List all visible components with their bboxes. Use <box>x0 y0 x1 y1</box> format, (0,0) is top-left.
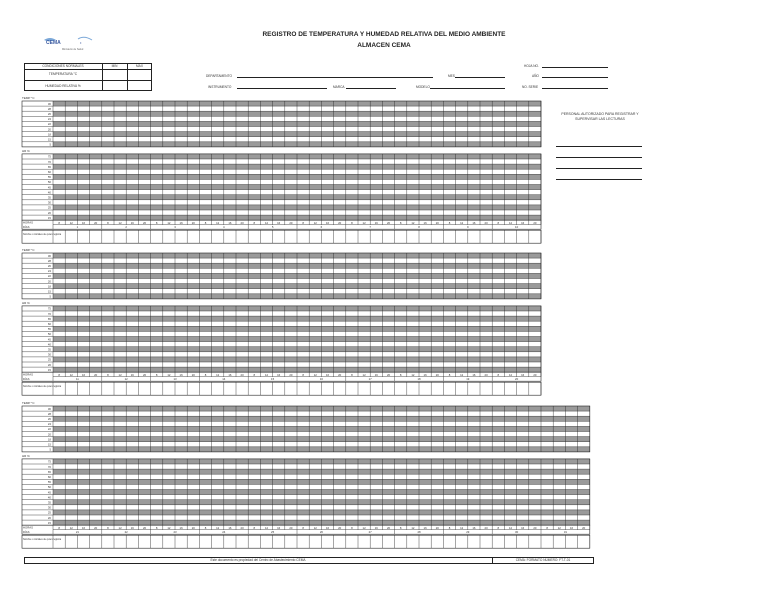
hum-label: HR % <box>22 453 30 458</box>
temp-row-label: 26 <box>47 417 51 421</box>
hour-label: 16 <box>472 525 476 530</box>
hum-row-label: 65 <box>47 164 51 169</box>
hour-label: 20 <box>435 525 439 530</box>
hour-label: 16 <box>179 372 183 377</box>
hour-label: 16 <box>81 525 86 530</box>
hour-label: 20 <box>582 525 586 530</box>
hour-label: 8 <box>546 525 548 530</box>
day-label: 30 <box>515 530 519 535</box>
hour-label: 20 <box>484 525 488 530</box>
hum-row-label: 55 <box>47 327 51 332</box>
day-label: 5 <box>271 225 274 230</box>
hour-label: 12 <box>264 525 269 530</box>
hum-row-label: 55 <box>47 480 51 485</box>
day-label: 8 <box>418 225 420 230</box>
min-header: MIN <box>111 64 118 68</box>
hour-label: 8 <box>204 220 207 225</box>
temp-label: TEMP °C <box>22 248 35 252</box>
hour-label: 8 <box>302 220 304 225</box>
hour-label: 16 <box>179 220 183 225</box>
instrumento-label: INSTRUMENTO <box>208 85 232 89</box>
hour-label: 8 <box>351 372 353 377</box>
hum-row-label: 45 <box>47 185 51 190</box>
hours-label: HORAS <box>23 372 33 377</box>
temp-row-label: 24 <box>47 422 51 427</box>
hours-label: HORAS <box>23 220 33 225</box>
day-label: 27 <box>368 530 372 535</box>
hour-label: 20 <box>289 525 293 530</box>
temp-label: TEMP °C <box>22 96 35 100</box>
hour-label: 12 <box>411 525 415 530</box>
hour-label: 20 <box>94 525 98 530</box>
hour-label: 20 <box>191 525 195 530</box>
day-label: 19 <box>466 377 470 382</box>
hum-row-label: 15 <box>47 367 51 372</box>
hour-label: 8 <box>107 525 109 530</box>
hour-label: 20 <box>289 220 293 225</box>
temp-row-label: 22 <box>47 427 51 432</box>
hum-row-label: 65 <box>47 469 51 474</box>
hour-label: 20 <box>240 220 244 225</box>
day-label: 28 <box>417 530 421 535</box>
hour-label: 20 <box>338 525 342 530</box>
hour-label: 16 <box>374 220 378 225</box>
hour-label: 8 <box>58 372 60 377</box>
day-label: 22 <box>124 530 128 535</box>
temp-row-label: 5 <box>49 142 51 147</box>
logo-text: CEMA <box>46 40 61 46</box>
temp-row-label: 15 <box>47 137 51 142</box>
hour-label: 12 <box>264 220 269 225</box>
hour-label: 12 <box>167 220 171 225</box>
hour-label: 8 <box>253 372 256 377</box>
hum-row-label: 35 <box>47 500 51 505</box>
hour-label: 12 <box>508 372 513 377</box>
hour-label: 16 <box>472 372 476 377</box>
hum-row-label: 15 <box>47 215 51 220</box>
hour-label: 8 <box>253 525 256 530</box>
temp-row-label: 18 <box>47 132 51 137</box>
temp-row-label: 5 <box>49 447 51 452</box>
hour-label: 12 <box>362 525 366 530</box>
hum-row-label: 65 <box>47 316 51 321</box>
temp-row-label: 24 <box>47 269 51 274</box>
hour-label: 20 <box>240 525 244 530</box>
temp-row-label: 22 <box>47 122 51 127</box>
hour-label: 8 <box>155 372 158 377</box>
hour-label: 16 <box>325 525 330 530</box>
hour-label: 16 <box>130 525 134 530</box>
hum-row-label: 35 <box>47 195 51 200</box>
hour-label: 20 <box>533 220 537 225</box>
hour-label: 8 <box>302 525 304 530</box>
hour-label: 8 <box>302 372 304 377</box>
hum-row-label: 25 <box>47 357 51 362</box>
day-label: 21 <box>75 530 79 535</box>
hour-label: 20 <box>338 372 342 377</box>
hour-label: 16 <box>325 372 330 377</box>
day-label: 24 <box>222 530 226 535</box>
temp-row-label: 5 <box>49 294 51 299</box>
hum-row-label: 15 <box>47 520 51 525</box>
temp-row-label: 26 <box>47 264 51 268</box>
temp-row-label: 28 <box>47 411 51 416</box>
temp-row-label: 20 <box>47 279 51 284</box>
temp-row-label: 30 <box>47 253 51 258</box>
hour-label: 16 <box>277 372 281 377</box>
temp-row-label: 26 <box>47 112 51 116</box>
hour-label: 16 <box>228 220 232 225</box>
temp-row-label: 18 <box>47 437 51 442</box>
day-label: 6 <box>320 225 323 230</box>
hum-row-label: 60 <box>47 475 51 479</box>
hour-label: 12 <box>69 220 73 225</box>
no-serie-label: NO. SERIE <box>522 85 539 89</box>
hour-label: 20 <box>94 372 98 377</box>
hour-label: 12 <box>313 525 317 530</box>
day-label: 23 <box>173 530 177 535</box>
hour-label: 12 <box>216 525 220 530</box>
hour-label: 12 <box>313 220 317 225</box>
hour-label: 8 <box>497 525 500 530</box>
signature-label: Nombre o iniciales de quien registra <box>23 538 62 542</box>
hour-label: 12 <box>118 525 122 530</box>
hour-label: 12 <box>216 220 220 225</box>
hum-row-label: 75 <box>47 459 51 464</box>
hum-label: HR % <box>22 148 30 153</box>
hour-label: 20 <box>94 220 98 225</box>
hour-label: 20 <box>338 220 342 225</box>
hum-row-label: 45 <box>47 490 51 495</box>
hour-label: 20 <box>386 220 391 225</box>
hum-row-label: 50 <box>47 180 51 185</box>
hum-row-label: 30 <box>47 505 51 510</box>
days-label: DÍAS <box>23 377 30 382</box>
hour-label: 20 <box>435 372 439 377</box>
hour-label: 12 <box>411 220 415 225</box>
day-label: 1 <box>76 225 79 230</box>
hour-label: 12 <box>508 220 513 225</box>
day-label: 20 <box>515 377 519 382</box>
hour-label: 12 <box>167 372 171 377</box>
hour-label: 12 <box>411 372 415 377</box>
day-label: 31 <box>563 530 567 535</box>
hour-label: 12 <box>460 525 464 530</box>
hour-label: 8 <box>107 220 109 225</box>
temp-row-label: 18 <box>47 284 51 289</box>
hoja-label: HOJA NO. <box>524 64 539 68</box>
hour-label: 16 <box>130 372 134 377</box>
hour-label: 20 <box>386 372 391 377</box>
day-label: 4 <box>223 225 225 230</box>
hour-label: 8 <box>497 220 500 225</box>
temp-row-label: 20 <box>47 432 51 437</box>
personal-label: PERSONAL AUTORIZADO PARA REGISTRAR Y SUPERVISAR LAS LECTURAS <box>561 112 639 121</box>
hour-label: 16 <box>277 220 281 225</box>
hum-row-label: 40 <box>47 495 51 500</box>
hour-label: 8 <box>497 372 500 377</box>
hour-label: 16 <box>277 525 281 530</box>
hour-label: 16 <box>423 525 427 530</box>
hour-label: 12 <box>508 525 513 530</box>
hum-label: HR % <box>22 300 30 305</box>
hour-label: 8 <box>253 220 256 225</box>
temperature-label: TEMPERATURA °C <box>48 72 78 76</box>
hour-label: 16 <box>521 525 525 530</box>
hum-row-label: 70 <box>47 464 51 469</box>
hour-label: 20 <box>484 220 488 225</box>
hour-label: 20 <box>191 372 195 377</box>
anio-label: AÑO <box>532 74 539 78</box>
day-label: 15 <box>271 377 275 382</box>
hour-label: 8 <box>204 525 207 530</box>
hour-label: 12 <box>69 525 73 530</box>
temp-row-label: 24 <box>47 117 51 122</box>
day-label: 14 <box>222 377 226 382</box>
hum-row-label: 75 <box>47 306 51 311</box>
marca-label: MARCA <box>333 85 345 89</box>
hum-row-label: 50 <box>47 485 51 490</box>
hour-label: 20 <box>142 525 147 530</box>
signature-row-frame <box>22 230 541 243</box>
hum-row-label: 40 <box>47 342 51 347</box>
hour-label: 16 <box>521 220 525 225</box>
hour-label: 20 <box>240 372 244 377</box>
hour-label: 12 <box>460 220 464 225</box>
hour-label: 20 <box>142 372 147 377</box>
day-label: 13 <box>173 377 177 382</box>
day-label: 9 <box>467 225 469 230</box>
hour-label: 12 <box>264 372 269 377</box>
hour-label: 12 <box>216 372 220 377</box>
hour-label: 16 <box>423 372 427 377</box>
hum-row-label: 20 <box>47 210 51 215</box>
hour-label: 8 <box>399 372 402 377</box>
footer-right-text: CEMA: FORMATO NÚMERO: FT-T-01 <box>515 558 571 562</box>
temp-row-label: 15 <box>47 289 51 294</box>
day-label: 16 <box>319 377 323 382</box>
hour-label: 12 <box>460 372 464 377</box>
hour-label: 8 <box>204 372 207 377</box>
hum-row-label: 25 <box>47 510 51 515</box>
hour-label: 20 <box>484 372 488 377</box>
temp-row-label: 30 <box>47 101 51 106</box>
day-label: 7 <box>369 225 371 230</box>
hour-label: 12 <box>313 372 317 377</box>
hour-label: 20 <box>435 220 439 225</box>
hour-label: 12 <box>118 372 122 377</box>
signature-row-frame <box>22 382 541 395</box>
days-label: DÍAS <box>23 225 30 230</box>
hour-label: 12 <box>362 220 366 225</box>
departamento-label: DEPARTAMENTO <box>206 74 232 78</box>
svg-text:•: • <box>80 40 82 45</box>
signature-row-frame <box>22 535 590 548</box>
hour-label: 20 <box>191 220 195 225</box>
temp-row-label: 28 <box>47 258 51 263</box>
hour-label: 12 <box>362 372 366 377</box>
day-label: 10 <box>515 225 519 230</box>
hour-label: 20 <box>386 525 391 530</box>
hum-row-label: 30 <box>47 200 51 205</box>
hum-row-label: 60 <box>47 170 51 174</box>
hour-label: 16 <box>81 372 86 377</box>
day-label: 26 <box>319 530 323 535</box>
hour-label: 12 <box>118 220 122 225</box>
hour-label: 16 <box>228 525 232 530</box>
hum-row-label: 35 <box>47 347 51 352</box>
hour-label: 16 <box>374 525 378 530</box>
hum-row-label: 30 <box>47 352 51 357</box>
modelo-label: MODELO <box>416 85 430 89</box>
hour-label: 16 <box>569 525 574 530</box>
hum-row-label: 40 <box>47 190 51 195</box>
page-title: REGISTRO DE TEMPERATURA Y HUMEDAD RELATIVA DEL MEDIO AMBIENTE <box>262 31 506 38</box>
hour-label: 8 <box>448 372 451 377</box>
hour-label: 16 <box>228 372 232 377</box>
hum-row-label: 70 <box>47 311 51 316</box>
signature-label: Nombre o iniciales de quien registra <box>23 233 62 237</box>
max-header: MAX <box>136 64 143 68</box>
temp-row-label: 15 <box>47 442 51 447</box>
hour-label: 16 <box>423 220 427 225</box>
day-label: 17 <box>368 377 372 382</box>
hour-label: 8 <box>448 525 451 530</box>
hour-label: 8 <box>448 220 451 225</box>
day-label: 29 <box>466 530 470 535</box>
hum-row-label: 50 <box>47 332 51 337</box>
hour-label: 20 <box>142 220 147 225</box>
hum-row-label: 20 <box>47 515 51 520</box>
hour-label: 20 <box>289 372 293 377</box>
hour-label: 8 <box>399 525 402 530</box>
mes-label: MES <box>448 74 455 78</box>
hour-label: 20 <box>533 525 537 530</box>
hum-row-label: 20 <box>47 362 51 367</box>
temp-row-label: 20 <box>47 127 51 132</box>
temp-row-label: 30 <box>47 406 51 411</box>
hum-row-label: 45 <box>47 337 51 342</box>
day-label: 18 <box>417 377 421 382</box>
hour-label: 16 <box>374 372 378 377</box>
hour-label: 16 <box>81 220 86 225</box>
days-label: DÍAS <box>23 530 30 535</box>
day-label: 12 <box>124 377 128 382</box>
hour-label: 8 <box>399 220 402 225</box>
day-label: 2 <box>125 225 127 230</box>
temp-row-label: 22 <box>47 274 51 279</box>
hum-row-label: 60 <box>47 322 51 326</box>
logo-subtext: Ministerio de Salud <box>62 48 84 51</box>
hour-label: 16 <box>130 220 134 225</box>
hour-label: 16 <box>472 220 476 225</box>
hour-label: 8 <box>351 220 353 225</box>
hum-row-label: 70 <box>47 159 51 164</box>
hour-label: 8 <box>107 372 109 377</box>
hum-row-label: 75 <box>47 154 51 159</box>
hum-row-label: 55 <box>47 175 51 180</box>
hour-label: 12 <box>557 525 561 530</box>
hour-label: 16 <box>521 372 525 377</box>
hour-label: 8 <box>155 525 158 530</box>
hour-label: 16 <box>325 220 330 225</box>
hour-label: 8 <box>58 220 60 225</box>
hum-row-label: 25 <box>47 205 51 210</box>
hours-label: HORAS <box>23 525 33 530</box>
signature-label: Nombre o iniciales de quien registra <box>23 385 62 389</box>
hour-label: 12 <box>69 372 73 377</box>
day-label: 11 <box>75 377 79 382</box>
day-label: 25 <box>271 530 275 535</box>
hour-label: 8 <box>351 525 353 530</box>
humidity-label: HUMEDAD RELATIVA % <box>45 84 81 88</box>
hour-label: 20 <box>533 372 537 377</box>
temp-row-label: 28 <box>47 106 51 111</box>
page-subtitle: ALMACEN CEMA <box>357 42 411 49</box>
hour-label: 8 <box>155 220 158 225</box>
hour-label: 12 <box>167 525 171 530</box>
footer-center-text: Este documento es propiedad del Centro de Abastecimiento CEMA <box>210 558 306 562</box>
temp-label: TEMP °C <box>22 401 35 405</box>
conditions-header: CONDICIONES NORMALES <box>42 64 84 68</box>
hour-label: 8 <box>58 525 60 530</box>
day-label: 3 <box>174 225 176 230</box>
hour-label: 16 <box>179 525 183 530</box>
